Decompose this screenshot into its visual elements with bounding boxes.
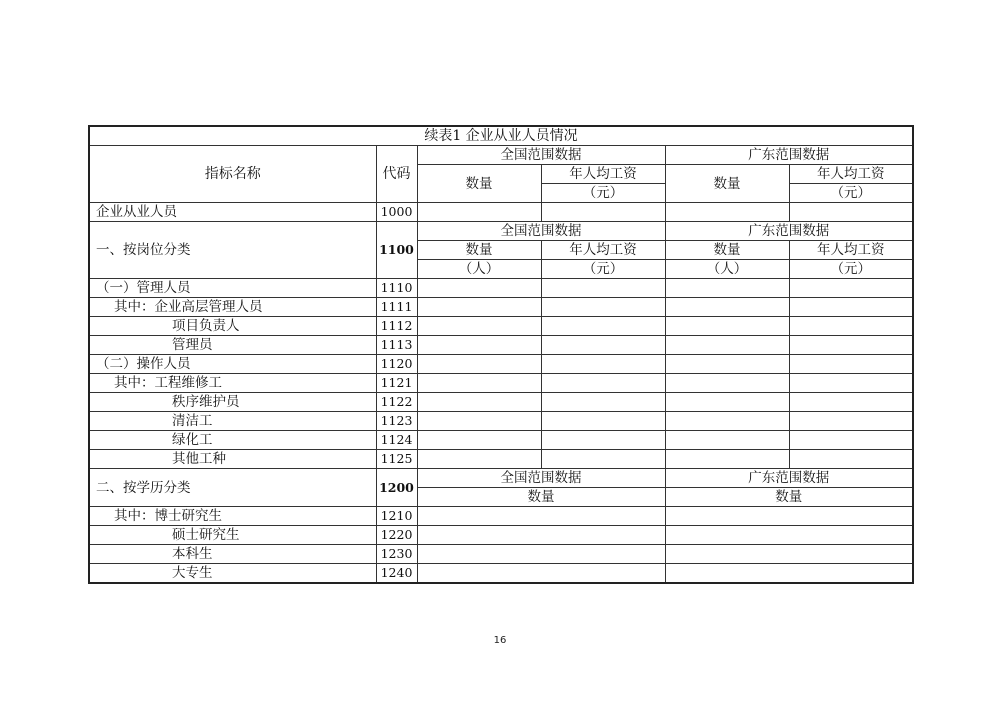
- row-code: 1230: [376, 545, 417, 564]
- header-national-quantity: 数量: [417, 165, 541, 203]
- section-edu-code: 1200: [376, 469, 417, 507]
- row-code: 1122: [376, 393, 417, 412]
- section-edu-national: 全国范围数据: [417, 469, 665, 488]
- cell-national-salary[interactable]: [541, 336, 665, 355]
- cell-guangdong-salary[interactable]: [789, 355, 913, 374]
- section-post-guangdong-salary: 年人均工资: [789, 241, 913, 260]
- cell-national-salary[interactable]: [541, 317, 665, 336]
- cell-national-quantity[interactable]: [417, 317, 541, 336]
- cell-national-salary[interactable]: [541, 374, 665, 393]
- header-national-salary: 年人均工资: [541, 165, 665, 184]
- section-post-guangdong-qty: 数量: [665, 241, 789, 260]
- header-guangdong-quantity: 数量: [665, 165, 789, 203]
- cell-national-quantity[interactable]: [417, 393, 541, 412]
- cell-guangdong-quantity[interactable]: [665, 355, 789, 374]
- row-code: 1210: [376, 507, 417, 526]
- header-national-salary-unit: （元）: [541, 184, 665, 203]
- cell-national-salary[interactable]: [541, 279, 665, 298]
- cell-national-salary[interactable]: [541, 412, 665, 431]
- cell-guangdong-salary[interactable]: [789, 450, 913, 469]
- row-code: 1123: [376, 412, 417, 431]
- section-post-national-qty-unit: （人）: [417, 260, 541, 279]
- section-post-national: 全国范围数据: [417, 222, 665, 241]
- row-code: 1120: [376, 355, 417, 374]
- row-label: 大专生: [89, 564, 376, 584]
- section-edu-guangdong-qty: 数量: [665, 488, 913, 507]
- row-code: 1110: [376, 279, 417, 298]
- row-label: 绿化工: [89, 431, 376, 450]
- cell-guangdong-salary[interactable]: [789, 298, 913, 317]
- cell-guangdong-salary[interactable]: [789, 336, 913, 355]
- header-indicator-name: 指标名称: [89, 146, 376, 203]
- cell-national-quantity[interactable]: [417, 507, 665, 526]
- cell-national-quantity[interactable]: [417, 564, 665, 584]
- cell-national-quantity[interactable]: [417, 298, 541, 317]
- cell-guangdong-quantity[interactable]: [665, 374, 789, 393]
- section-post-national-salary-unit: （元）: [541, 260, 665, 279]
- cell-national-quantity[interactable]: [417, 450, 541, 469]
- cell-guangdong-salary[interactable]: [789, 412, 913, 431]
- row-code: 1220: [376, 526, 417, 545]
- row-label: 其中：企业高层管理人员: [89, 298, 376, 317]
- section-post-national-qty: 数量: [417, 241, 541, 260]
- cell-national-quantity[interactable]: [417, 431, 541, 450]
- section-edu-national-qty: 数量: [417, 488, 665, 507]
- cell-national-quantity[interactable]: [417, 279, 541, 298]
- header-national-data: 全国范围数据: [417, 146, 665, 165]
- row-code: 1124: [376, 431, 417, 450]
- section-edu-guangdong: 广东范围数据: [665, 469, 913, 488]
- row-code: 1112: [376, 317, 417, 336]
- header-code: 代码: [376, 146, 417, 203]
- row-label: 其他工种: [89, 450, 376, 469]
- row-code: 1000: [376, 203, 417, 222]
- cell-guangdong-quantity[interactable]: [665, 298, 789, 317]
- cell-national-salary[interactable]: [541, 431, 665, 450]
- row-label: 企业从业人员: [89, 203, 376, 222]
- cell-guangdong-quantity[interactable]: [665, 507, 913, 526]
- section-post-code: 1100: [376, 222, 417, 279]
- page-number: 16: [493, 635, 507, 646]
- row-code: 1125: [376, 450, 417, 469]
- cell-guangdong-quantity[interactable]: [665, 393, 789, 412]
- row-code: 1240: [376, 564, 417, 584]
- cell-guangdong-salary[interactable]: [789, 279, 913, 298]
- cell-national-salary[interactable]: [541, 203, 665, 222]
- cell-national-quantity[interactable]: [417, 355, 541, 374]
- cell-guangdong-salary[interactable]: [789, 203, 913, 222]
- row-label: 秩序维护员: [89, 393, 376, 412]
- cell-guangdong-quantity[interactable]: [665, 203, 789, 222]
- cell-guangdong-quantity[interactable]: [665, 279, 789, 298]
- table-title: 续表1 企业从业人员情况: [89, 126, 913, 146]
- cell-national-quantity[interactable]: [417, 412, 541, 431]
- header-guangdong-salary: 年人均工资: [789, 165, 913, 184]
- row-label: （一）管理人员: [89, 279, 376, 298]
- section-post-guangdong-salary-unit: （元）: [789, 260, 913, 279]
- employee-statistics-table: [88, 125, 914, 584]
- section-post-national-salary: 年人均工资: [541, 241, 665, 260]
- section-post-label: 一、按岗位分类: [89, 222, 376, 279]
- header-guangdong-salary-unit: （元）: [789, 184, 913, 203]
- section-edu-label: 二、按学历分类: [89, 469, 376, 507]
- row-code: 1121: [376, 374, 417, 393]
- cell-national-quantity[interactable]: [417, 526, 665, 545]
- row-label: 本科生: [89, 545, 376, 564]
- cell-national-quantity[interactable]: [417, 374, 541, 393]
- cell-guangdong-quantity[interactable]: [665, 545, 913, 564]
- row-label: 清洁工: [89, 412, 376, 431]
- row-code: 1113: [376, 336, 417, 355]
- cell-national-quantity[interactable]: [417, 545, 665, 564]
- row-label: 项目负责人: [89, 317, 376, 336]
- cell-national-salary[interactable]: [541, 393, 665, 412]
- cell-guangdong-quantity[interactable]: [665, 526, 913, 545]
- header-guangdong-data: 广东范围数据: [665, 146, 913, 165]
- cell-guangdong-quantity[interactable]: [665, 450, 789, 469]
- cell-guangdong-quantity[interactable]: [665, 317, 789, 336]
- cell-guangdong-salary[interactable]: [789, 431, 913, 450]
- section-post-guangdong-qty-unit: （人）: [665, 260, 789, 279]
- cell-guangdong-quantity[interactable]: [665, 564, 913, 584]
- cell-national-quantity[interactable]: [417, 203, 541, 222]
- cell-guangdong-quantity[interactable]: [665, 336, 789, 355]
- row-label: 硕士研究生: [89, 526, 376, 545]
- cell-guangdong-quantity[interactable]: [665, 431, 789, 450]
- cell-guangdong-salary[interactable]: [789, 374, 913, 393]
- cell-national-salary[interactable]: [541, 355, 665, 374]
- cell-guangdong-quantity[interactable]: [665, 412, 789, 431]
- section-post-guangdong: 广东范围数据: [665, 222, 913, 241]
- cell-national-salary[interactable]: [541, 450, 665, 469]
- row-label: 其中：博士研究生: [89, 507, 376, 526]
- cell-guangdong-salary[interactable]: [789, 317, 913, 336]
- cell-guangdong-salary[interactable]: [789, 393, 913, 412]
- row-label: 管理员: [89, 336, 376, 355]
- cell-national-salary[interactable]: [541, 298, 665, 317]
- row-label: 其中：工程维修工: [89, 374, 376, 393]
- row-code: 1111: [376, 298, 417, 317]
- row-label: （二）操作人员: [89, 355, 376, 374]
- cell-national-quantity[interactable]: [417, 336, 541, 355]
